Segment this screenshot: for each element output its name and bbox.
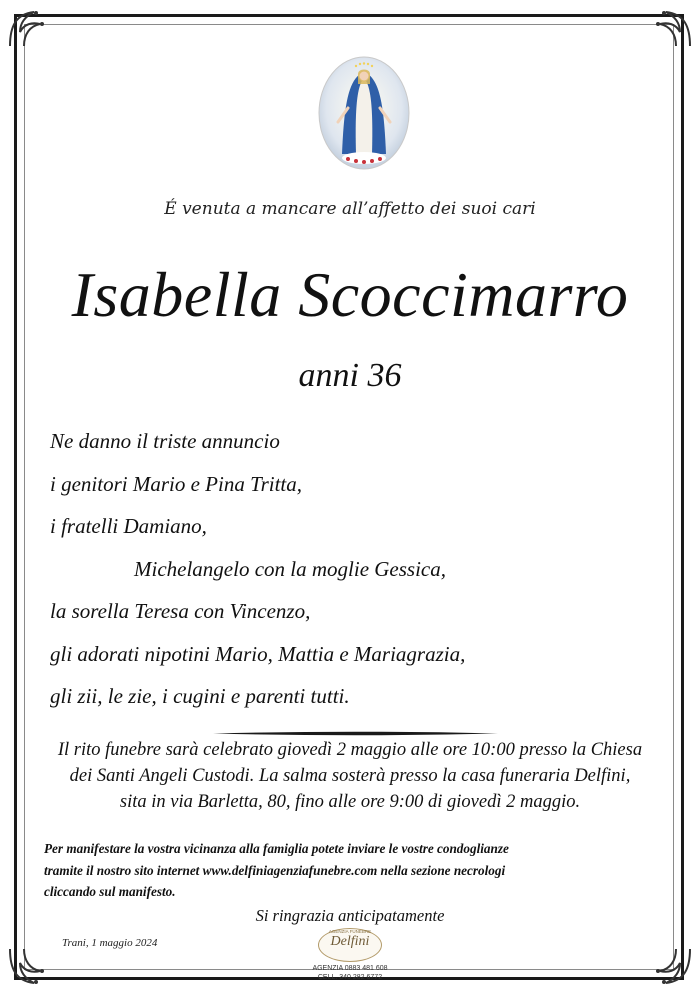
agency-brand: Delfini: [330, 934, 370, 949]
agency-tagline: AGENZIA FUNEBRE: [328, 929, 372, 934]
agency-mobile: CELL. 340 282 6772: [317, 974, 383, 981]
intro-text: É venuta a mancare all’affetto dei suoi cari: [164, 199, 536, 219]
notice-line: Per manifestare la vostra vicinanza alla famiglia potete inviare le vostre condoglianze: [44, 841, 509, 856]
family-line: i genitori Mario e Pina Tritta,: [50, 471, 303, 496]
corner-ornament-top-left: [6, 6, 50, 50]
service-line: Il rito funebre sarà celebrato giovedì 2 maggio alle ore 10:00 presso la Chiesa: [57, 740, 643, 760]
family-announcement: [50, 420, 650, 718]
family-line: gli adorati nipotini Mario, Mattia e Mariagrazia,: [50, 641, 466, 666]
corner-ornament-top-right: [650, 6, 694, 50]
family-line: i fratelli Damiano,: [50, 514, 207, 538]
corner-ornament-bottom-right: [650, 945, 694, 989]
section-divider: [213, 721, 498, 726]
notice-line: tramite il nostro sito internet www.delfiniagenziafunebre.com nella sezione necrologi: [44, 862, 506, 878]
agency-phone: AGENZIA 0883 481 608: [312, 965, 388, 972]
deceased-name: Isabella Scoccimarro: [71, 259, 629, 330]
madonna-image: [318, 56, 410, 170]
family-line: Michelangelo con la moglie Gessica,: [134, 556, 447, 581]
notice-line: cliccando sul manifesto.: [44, 884, 176, 899]
family-line: Ne danno il triste annuncio: [50, 429, 280, 453]
family-line: gli zii, le zie, i cugini e parenti tutti.: [50, 684, 350, 708]
service-line: dei Santi Angeli Custodi. La salma sosterà presso la casa funeraria Delfini,: [69, 766, 631, 786]
deceased-age: anni 36: [298, 357, 402, 394]
condolence-notice: [44, 838, 664, 903]
funeral-service-info: [40, 737, 660, 815]
family-line: la sorella Teresa con Vincenzo,: [50, 599, 311, 623]
service-line: sita in via Barletta, 80, fino alle ore 9:00 di giovedì 2 maggio.: [119, 792, 581, 812]
agency-logo: [300, 928, 400, 988]
corner-ornament-bottom-left: [6, 945, 50, 989]
place-date: Trani, 1 maggio 2024: [62, 937, 158, 949]
thanks-text: Si ringrazia anticipatamente: [255, 906, 445, 925]
